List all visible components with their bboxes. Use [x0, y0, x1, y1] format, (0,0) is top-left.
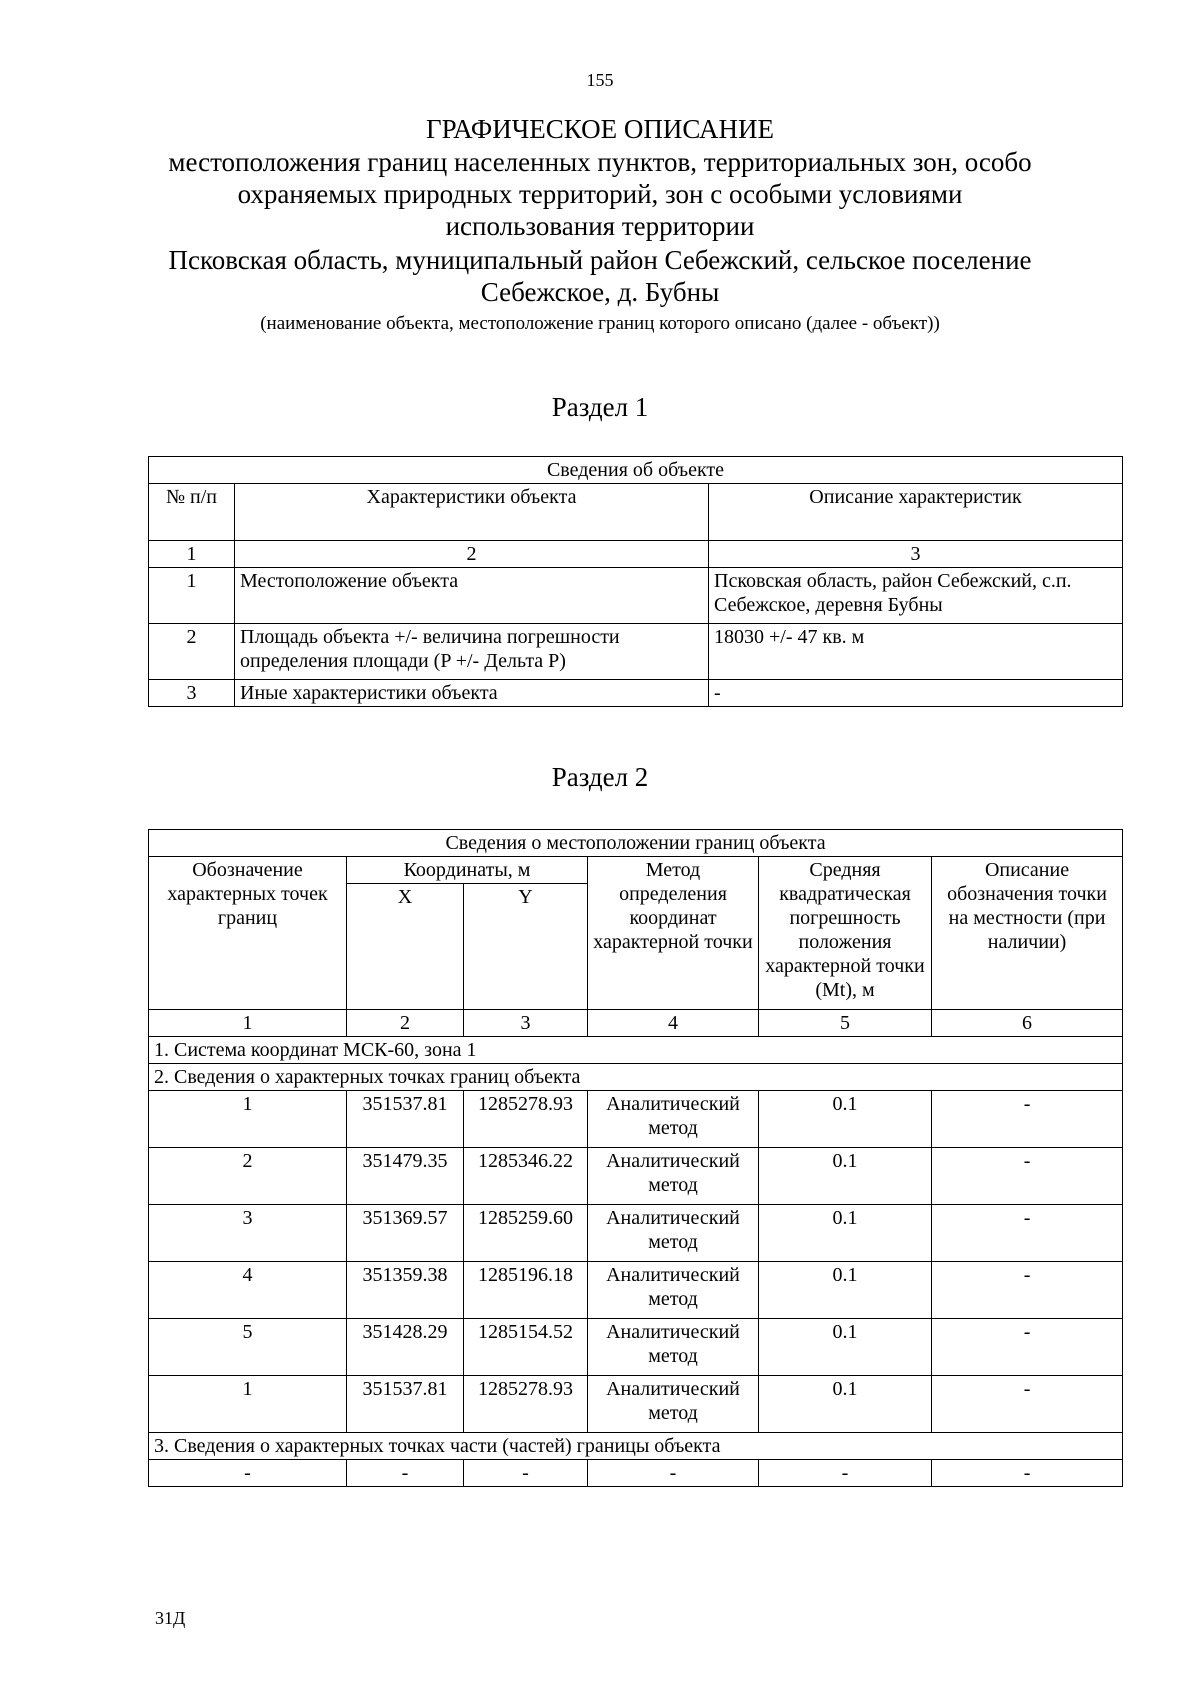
point-id: 1 — [149, 1376, 347, 1433]
boundary-coordinates-table — [148, 829, 1123, 1487]
title-note: (наименование объекта, местоположение границ которого описано (далее - объект)) — [260, 313, 940, 334]
header-description: Описание характеристик — [709, 484, 1123, 541]
point-y: 1285278.93 — [464, 1376, 588, 1433]
table-row — [149, 1262, 1123, 1319]
col-number: 6 — [932, 1010, 1123, 1037]
point-description: - — [932, 1319, 1123, 1376]
point-error: 0.1 — [759, 1376, 932, 1433]
header-point: Обозначение характерных точек границ — [149, 857, 347, 1010]
title-line-3: использования территории — [445, 211, 755, 241]
footer-code: 31Д — [155, 1608, 186, 1628]
row-description: Псковская область, район Себежский, с.п. Себежское, деревня Бубны — [709, 568, 1123, 624]
empty-cell: - — [759, 1460, 932, 1487]
col-number: 3 — [464, 1010, 588, 1037]
header-error: Средняя квадратическая погрешность положения характерной точки (Mt), м — [759, 857, 932, 1010]
document-title — [100, 112, 1100, 337]
point-method: Аналитический метод — [588, 1205, 759, 1262]
points-section-row: 2. Сведения о характерных точках границ объекта — [149, 1064, 1123, 1091]
point-error: 0.1 — [759, 1148, 932, 1205]
point-y: 1285154.52 — [464, 1319, 588, 1376]
row-characteristic: Местоположение объекта — [235, 568, 709, 624]
empty-cell: - — [149, 1460, 347, 1487]
object-info-table — [148, 456, 1123, 707]
point-method: Аналитический метод — [588, 1262, 759, 1319]
empty-cell: - — [932, 1460, 1123, 1487]
row-characteristic: Иные характеристики объекта — [235, 680, 709, 707]
header-y: Y — [464, 884, 588, 1010]
table-row — [149, 1376, 1123, 1433]
table-row — [149, 568, 1123, 624]
row-num: 2 — [149, 624, 235, 680]
parts-section-row: 3. Сведения о характерных точках части (частей) границы объекта — [149, 1433, 1123, 1460]
object-info-table-title: Сведения об объекте — [149, 457, 1123, 484]
point-method: Аналитический метод — [588, 1319, 759, 1376]
point-description: - — [932, 1091, 1123, 1148]
col-number: 4 — [588, 1010, 759, 1037]
point-description: - — [932, 1376, 1123, 1433]
header-method: Метод определения координат характерной точки — [588, 857, 759, 1010]
point-id: 2 — [149, 1148, 347, 1205]
point-error: 0.1 — [759, 1319, 932, 1376]
title-line-2: охраняемых природных территорий, зон с особыми условиями — [237, 179, 963, 209]
empty-cell: - — [464, 1460, 588, 1487]
point-error: 0.1 — [759, 1262, 932, 1319]
section-1-heading: Раздел 1 — [551, 392, 649, 422]
table-row — [149, 1205, 1123, 1262]
row-num: 3 — [149, 680, 235, 707]
point-y: 1285196.18 — [464, 1262, 588, 1319]
point-x: 351537.81 — [347, 1091, 464, 1148]
header-characteristic: Характеристики объекта — [235, 484, 709, 541]
row-num: 1 — [149, 568, 235, 624]
row-description: 18030 +/- 47 кв. м — [709, 624, 1123, 680]
coordinate-system-row: 1. Система координат МСК-60, зона 1 — [149, 1037, 1123, 1064]
point-x: 351369.57 — [347, 1205, 464, 1262]
col-number: 3 — [709, 541, 1123, 568]
col-number: 1 — [149, 1010, 347, 1037]
row-characteristic: Площадь объекта +/- величина погрешности определения площади (P +/- Дельта P) — [235, 624, 709, 680]
point-description: - — [932, 1205, 1123, 1262]
point-y: 1285346.22 — [464, 1148, 588, 1205]
section-2-heading: Раздел 2 — [551, 762, 649, 792]
point-id: 5 — [149, 1319, 347, 1376]
table-row — [149, 680, 1123, 707]
title-line-1: местоположения границ населенных пунктов, территориальных зон, особо — [168, 147, 1032, 177]
point-x: 351428.29 — [347, 1319, 464, 1376]
header-description: Описание обозначения точки на местности (при наличии) — [932, 857, 1123, 1010]
col-number: 5 — [759, 1010, 932, 1037]
point-error: 0.1 — [759, 1091, 932, 1148]
point-x: 351359.38 — [347, 1262, 464, 1319]
point-method: Аналитический метод — [588, 1148, 759, 1205]
coordinates-table-title: Сведения о местоположении границ объекта — [149, 830, 1123, 857]
header-num: № п/п — [149, 484, 235, 541]
title-main: ГРАФИЧЕСКОЕ ОПИСАНИЕ — [425, 114, 775, 144]
header-coords: Координаты, м — [347, 857, 588, 884]
point-x: 351479.35 — [347, 1148, 464, 1205]
object-name-line-2: Себежское, д. Бубны — [480, 277, 720, 307]
col-number: 1 — [149, 541, 235, 568]
point-method: Аналитический метод — [588, 1091, 759, 1148]
col-number: 2 — [347, 1010, 464, 1037]
table-row — [149, 1091, 1123, 1148]
point-y: 1285278.93 — [464, 1091, 588, 1148]
point-method: Аналитический метод — [588, 1376, 759, 1433]
col-number: 2 — [235, 541, 709, 568]
point-id: 3 — [149, 1205, 347, 1262]
object-name-line-1: Псковская область, муниципальный район Себежский, сельское поселение — [168, 245, 1032, 275]
page-number: 155 — [586, 70, 614, 90]
empty-cell: - — [347, 1460, 464, 1487]
point-id: 1 — [149, 1091, 347, 1148]
point-description: - — [932, 1148, 1123, 1205]
table-row — [149, 1460, 1123, 1487]
row-description: - — [709, 680, 1123, 707]
table-row — [149, 1148, 1123, 1205]
table-row — [149, 624, 1123, 680]
point-description: - — [932, 1262, 1123, 1319]
point-x: 351537.81 — [347, 1376, 464, 1433]
empty-cell: - — [588, 1460, 759, 1487]
table-row — [149, 1319, 1123, 1376]
header-x: X — [347, 884, 464, 1010]
point-error: 0.1 — [759, 1205, 932, 1262]
point-y: 1285259.60 — [464, 1205, 588, 1262]
point-id: 4 — [149, 1262, 347, 1319]
